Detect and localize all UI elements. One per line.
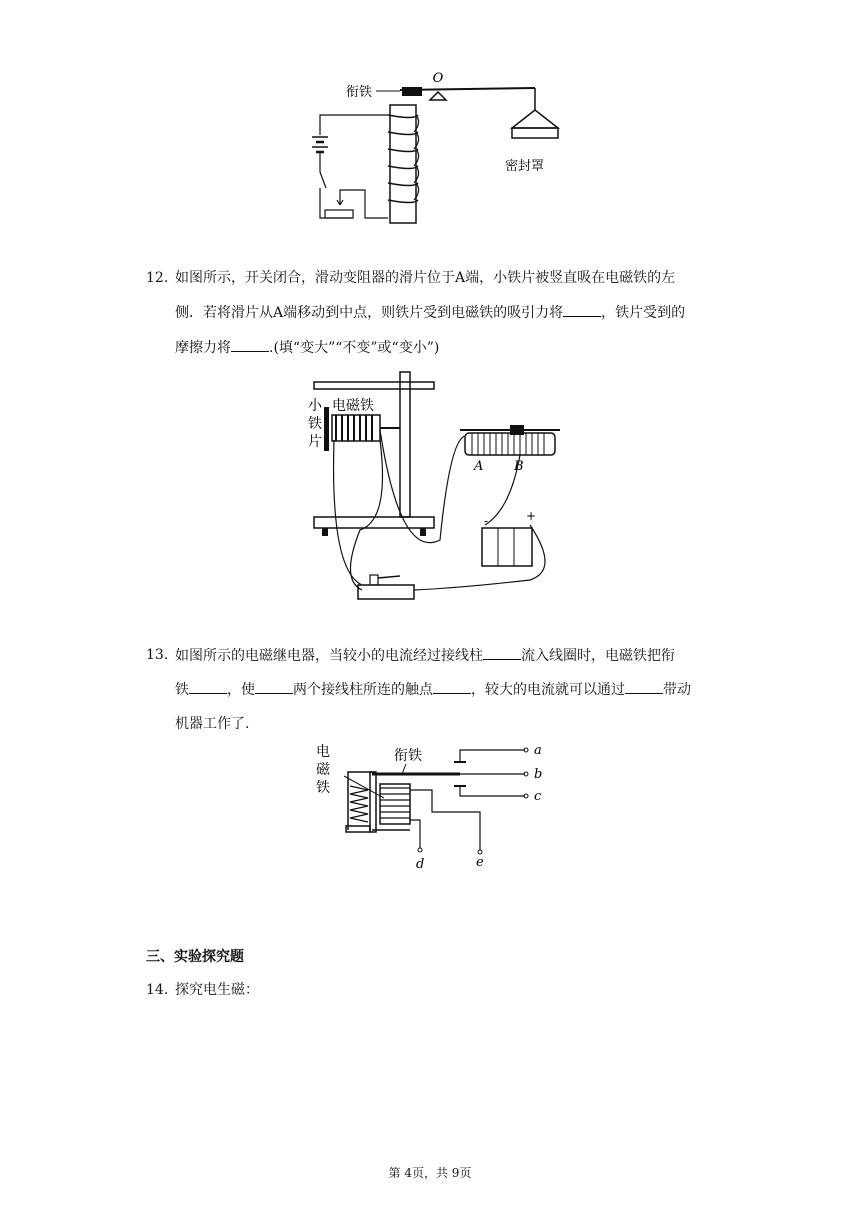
armature-label: 衔铁 [346, 85, 373, 100]
rheostat-B-label: B [514, 459, 524, 474]
q14-text: 探究电生磁： [175, 982, 259, 998]
q13-line2-text-e: 带动 [663, 682, 691, 698]
terminal-a-label: a [534, 743, 542, 758]
page-footer: 第 4页，共 9页 [388, 1166, 472, 1180]
q12-line2-text-b: ，铁片受到的 [601, 305, 686, 321]
pivot-label: O [432, 71, 444, 86]
armature-block [402, 87, 422, 96]
q12-line2-text-a: 侧．若将滑片从A端移动到中点，则铁片受到电磁铁的吸引力将 [175, 305, 564, 321]
q13-line1-text-a: 如图所示的电磁继电器，当较小的电流经过接线柱 [175, 648, 483, 664]
relay-em-label-2: 磁 [316, 762, 330, 778]
q13-line2-text-a: 铁 [175, 682, 189, 698]
rheostat-A-label: A [474, 459, 484, 474]
q13-line2-text-c: 两个接线柱所连的触点 [293, 682, 433, 698]
terminal-b-label: b [534, 767, 543, 782]
relay-armature-label: 衔铁 [394, 748, 422, 764]
electromagnet-label: 电磁铁 [332, 398, 374, 414]
section-title: 三、实验探究题 [146, 949, 244, 965]
q12-blank-1[interactable] [563, 302, 601, 317]
q13-line3: 机器工作了. [175, 716, 250, 732]
q13-blank-3[interactable] [255, 679, 293, 694]
figure-q11-electromagnet-balance [290, 60, 590, 235]
battery-plus-label: + [526, 509, 537, 523]
relay-em-label-3: 铁 [316, 780, 330, 796]
terminal-e-label: e [476, 855, 484, 870]
q12-number: 12. [146, 270, 169, 286]
q12-line1: 如图所示，开关闭合，滑动变阻器的滑片位于A端，小铁片被竖直吸在电磁铁的左 [175, 270, 676, 286]
figure-q13-relay [310, 738, 550, 873]
q13-line1-text-b: 流入线圈时，电磁铁把衔 [521, 648, 675, 664]
small-iron-label-3: 片 [308, 434, 322, 450]
q12-line2 [175, 302, 685, 323]
terminal-c-label: c [534, 789, 542, 804]
small-iron-label-1: 小 [308, 398, 322, 414]
q13-blank-1[interactable] [483, 645, 521, 660]
relay-em-label-1: 电 [316, 744, 330, 760]
q14-number: 14. [146, 982, 169, 998]
q12-line3 [175, 337, 439, 358]
q13-blank-5[interactable] [625, 679, 663, 694]
q12-line3-text-a: 摩擦力将 [175, 340, 231, 356]
q13-blank-4[interactable] [433, 679, 471, 694]
q13-line2 [175, 679, 691, 700]
q13-line1 [175, 645, 675, 666]
figure-q12-electromagnet-circuit [300, 370, 560, 610]
q13-line2-text-b: ，使 [227, 682, 255, 698]
q12-blank-2[interactable] [231, 337, 269, 352]
q13-number: 13. [146, 647, 169, 663]
terminal-d-label: d [416, 857, 425, 872]
cover-label: 密封罩 [505, 159, 545, 174]
battery-minus-label: - [484, 514, 489, 528]
small-iron-label-2: 铁 [308, 416, 322, 432]
q13-blank-2[interactable] [189, 679, 227, 694]
q13-line2-text-d: ，较大的电流就可以通过 [471, 682, 625, 698]
q12-line3-text-b: .(填“变大”“不变”或“变小”) [269, 340, 440, 356]
